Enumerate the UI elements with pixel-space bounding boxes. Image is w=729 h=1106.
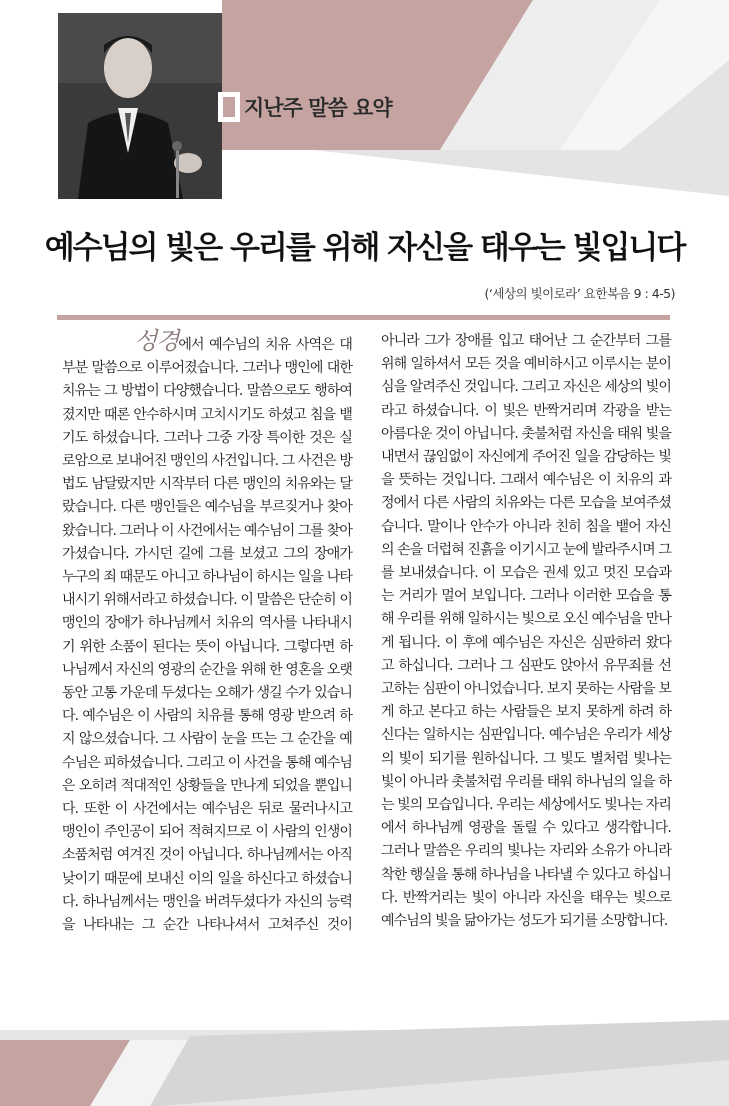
section-label — [218, 82, 392, 132]
title-divider — [57, 315, 670, 320]
drop-word: 성경 — [134, 327, 179, 355]
square-icon — [218, 92, 240, 122]
section-label-text: 지난주 말씀 요약 — [244, 96, 392, 120]
article-right-column: 아니라 그가 장애를 입고 태어난 그 순간부터 그를 위해 일하셔서 모든 것을 예비하시고 이루시는 분이심을 알려주신 것입니다. 그리고 자신은 세상의 빛이라고 하셨습니다. 이 빛은 반짝거리며 각광을 받는 아름다운 것이 아닙니다. 촛불처럼 자신을 태워 빛을 내면서 끊임없이 자신에게 주어진 일을 감당하는 빛을 뜻하는 것입니다. 그래서 예수님은 이 치유의 과정에서 다른 사람의 치유와는 다른 모습을 보여주셨습니다. 말이나 안수가 아니라 친히 침을 뱉어 자신의 손을 더럽혀 진흙을 이기시고 눈에 발라주시며 그를 보내셨습니다. 이 모습은 권세 있고 멋진 모습과는 거리가 멀어 보입니다. 그러나 이러한 모습을 통해 우리를 위해 일하시는 빛으로 오신 예수님을 만나게 됩니다. 이 후에 예수님은 자신은 심판하러 왔다고 하십니다. 그러나 그 심판도 앉아서 유무죄를 선고하는 심판이 아니었습니다. 보지 못하는 사람을 보게 하고 본다고 하는 사람들은 보지 못하게 하려 하신다는 일하시는 심판입니다. 예수님은 우리가 세상의 빛이 되기를 원하십니다. 그 빛도 별처럼 빛나는 빛이 아니라 촛불처럼 우리를 태워 하나님의 일을 하는 빛의 모습입니다. 우리는 세상에서도 빛나는 자리에서 하나님께 영광을 돌릴 수 있다고 생각합니다. 그러나 말씀은 우리의 빛나는 자리와 소유가 아니라 착한 행실을 통해 하나님을 나타낼 수 있다고 하십니다. 반짝거리는 빛이 아니라 자신을 태우는 빛으로 예수님의 빛을 닮아가는 성도가 되기를 소망합니다. — [381, 333, 671, 930]
scripture-reference: (‘세상의 빛이로라’ 요한복음 9 : 4-5) — [484, 286, 675, 301]
article-left-column — [62, 327, 352, 937]
left-column-text: 에서 예수님의 치유 사역은 대부분 말씀으로 이루어졌습니다. 그러나 맹인에 대한 치유는 그 방법이 다양했습니다. 말씀으로도 행하여졌지만 때론 안수하시며 고치시기도 하셨고 침을 뱉기도 하셨습니다. 그러나 그중 가장 특이한 것은 실로암으로 보내어진 맹인의 사건입니다. 그 사건은 방법도 남달랐지만 시작부터 다른 맹인의 치유와는 달랐습니다. 다른 맹인들은 예수님을 부르짖거나 찾아왔습니다. 그러나 이 사건에서는 예수님이 그를 찾아가셨습니다. 가시던 길에 그를 보셨고 그의 장애가 누구의 죄 때문도 아니고 하나님이 하시는 일을 나타내시기 위해서라고 하셨습니다. 이 말씀은 단순히 이 맹인의 장애가 하나님께서 치유의 역사를 나타내시기 위한 소품이 된다는 뜻이 아닙니다. 그렇다면 하나님께서 자신의 영광의 순간을 위해 한 영혼을 오랫동안 고통 가운데 두셨다는 오해가 생길 수가 있습니다. 예수님은 이 사람의 치유를 통해 영광 받으려 하지 않으셨습니다. 그 사람이 눈을 뜨는 그 순간을 예수님은 피하셨습니다. 그리고 이 사건을 통해 예수님은 오히려 적대적인 상황들을 만나게 되었을 뿐입니다. 또한 이 사건에서는 예수님은 뒤로 물러나시고 맹인이 주인공이 되어 적혀지므로 이 사람의 인생이 소품처럼 여겨진 것이 아닙니다. 하나님께서는 아직 낮이기 때문에 보내신 이의 일을 하신다고 하셨습니다. 하나님께서는 맹인을 버려두셨다가 자신의 능력을 나타내는 그 순간 나타나셔서 고쳐주신 것이 — [62, 337, 352, 934]
article-title: 예수님의 빛은 우리를 위해 자신을 태우는 빛입니다 — [44, 230, 685, 266]
speaker-portrait-icon — [58, 13, 222, 199]
